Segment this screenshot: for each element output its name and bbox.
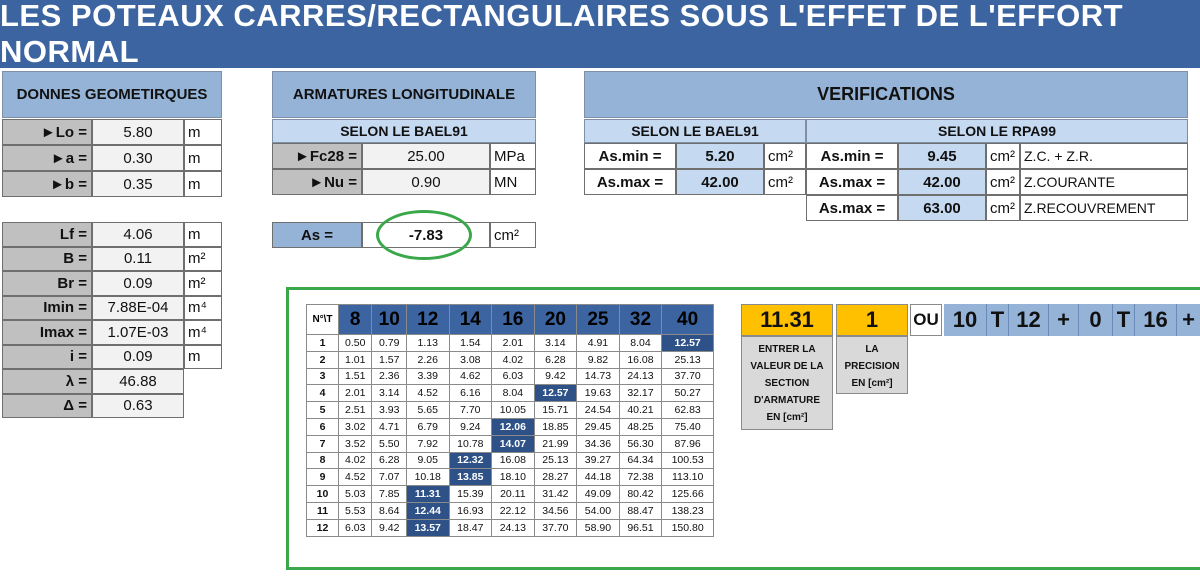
section-cell: 13.85 [449,469,492,486]
verifications-header: VERIFICATIONS [584,71,1188,118]
geo-result-value: 0.63 [92,394,184,419]
diameter-header: 8 [339,305,372,335]
bael-value: 42.00 [676,169,764,195]
plus-sign-2: + [1176,304,1200,336]
section-cell: 24.54 [577,402,620,419]
section-cell: 10.78 [449,435,492,452]
section-cell: 12.57 [662,335,714,352]
table-row [307,486,714,503]
diameter-header: 10 [372,305,407,335]
section-cell: 34.36 [577,435,620,452]
section-cell: 5.50 [372,435,407,452]
section-cell: 40.21 [619,402,662,419]
geo-result-value: 7.88E-04 [92,296,184,321]
section-cell: 18.47 [449,519,492,536]
section-cell: 44.18 [577,469,620,486]
section-cell: 125.66 [662,486,714,503]
section-cell: 14.07 [492,435,535,452]
section-cell: 37.70 [662,368,714,385]
section-cell: 8.04 [619,335,662,352]
bael-sub-header: SELON LE BAEL91 [584,119,806,143]
section-cell: 4.52 [406,385,449,402]
geo-result-value: 0.09 [92,271,184,296]
plus-sign-1: + [1048,304,1078,336]
ou-label: OU [910,304,942,336]
table-row [307,469,714,486]
geo-result-value: 46.88 [92,369,184,394]
diameter-header: 16 [492,305,535,335]
page-title: LES POTEAUX CARRES/RECTANGULAIRES SOUS L'EFFET DE L'EFFORT NORMAL [0,0,1200,68]
section-cell: 12.06 [492,418,535,435]
bar-count-cell: 4 [307,385,339,402]
bar-count-cell: 1 [307,335,339,352]
bar-diameter-2: 16 [1134,304,1176,336]
section-cell: 3.14 [372,385,407,402]
section-cell: 72.38 [619,469,662,486]
table-row [307,368,714,385]
geometry-header: DONNES GEOMETIRQUES [2,71,222,118]
section-cell: 15.39 [449,486,492,503]
geo-result-unit: m⁴ [184,320,222,345]
rpa-zone: Z.COURANTE [1020,169,1188,195]
section-value-input[interactable]: 11.31 [741,304,833,336]
section-cell: 25.13 [534,452,577,469]
section-cell: 3.93 [372,402,407,419]
section-cell: 13.57 [406,519,449,536]
section-cell: 87.96 [662,435,714,452]
rpa-value: 9.45 [898,143,986,169]
section-cell: 6.03 [492,368,535,385]
section-cell: 37.70 [534,519,577,536]
section-cell: 3.39 [406,368,449,385]
section-cell: 96.51 [619,519,662,536]
table-row [307,351,714,368]
geo-result-label: Br = [2,271,92,296]
rpa-unit: cm² [986,195,1020,221]
rpa-label: As.max = [806,195,898,221]
bar-count-cell: 3 [307,368,339,385]
rpa-unit: cm² [986,169,1020,195]
section-cell: 32.17 [619,385,662,402]
section-cell: 6.28 [534,351,577,368]
rpa-label: As.min = [806,143,898,169]
geo-result-value: 4.06 [92,222,184,247]
bar-type-1: T [986,304,1008,336]
bar-count-cell: 2 [307,351,339,368]
geo-input-label: ►a = [2,145,92,171]
bar-count-cell: 12 [307,519,339,536]
section-cell: 58.90 [577,519,620,536]
bar-count-1: 10 [944,304,986,336]
section-cell: 29.45 [577,418,620,435]
section-cell: 7.92 [406,435,449,452]
section-cell: 28.27 [534,469,577,486]
section-cell: 7.70 [449,402,492,419]
section-cell: 80.42 [619,486,662,503]
geo-result-label: i = [2,345,92,370]
geo-result-unit: m [184,345,222,370]
rpa-sub-header: SELON LE RPA99 [806,119,1188,143]
geo-result-unit: m⁴ [184,296,222,321]
section-cell: 0.50 [339,335,372,352]
section-cell: 4.91 [577,335,620,352]
section-cell: 8.04 [492,385,535,402]
section-cell: 5.53 [339,502,372,519]
bar-count-cell: 6 [307,418,339,435]
section-cell: 2.01 [492,335,535,352]
section-cell: 56.30 [619,435,662,452]
as-highlight-ring [376,210,472,260]
section-cell: 9.42 [534,368,577,385]
table-corner-header: N°\T [307,305,339,335]
section-cell: 3.02 [339,418,372,435]
section-cell: 48.25 [619,418,662,435]
section-cell: 4.62 [449,368,492,385]
section-cell: 62.83 [662,402,714,419]
section-cell: 138.23 [662,502,714,519]
table-row [307,335,714,352]
section-cell: 50.27 [662,385,714,402]
as-value[interactable]: -7.83 [362,222,490,248]
bael-label: As.max = [584,169,676,195]
table-row [307,435,714,452]
section-cell: 49.09 [577,486,620,503]
diameter-header: 14 [449,305,492,335]
section-cell: 6.28 [372,452,407,469]
section-cell: 5.03 [339,486,372,503]
as-label: As = [272,222,362,248]
geo-result-label: Imax = [2,320,92,345]
bar-type-2: T [1112,304,1134,336]
section-cell: 4.02 [492,351,535,368]
geo-input-value[interactable]: 0.30 [92,145,184,171]
geo-input-value[interactable]: 5.80 [92,119,184,145]
bar-count-cell: 10 [307,486,339,503]
section-cell: 12.32 [449,452,492,469]
section-cell: 10.05 [492,402,535,419]
section-cell: 18.10 [492,469,535,486]
section-cell: 6.16 [449,385,492,402]
bar-count-cell: 7 [307,435,339,452]
bar-count-2: 0 [1078,304,1112,336]
section-cell: 8.64 [372,502,407,519]
section-cell: 18.85 [534,418,577,435]
section-cell: 3.08 [449,351,492,368]
section-instruction: ENTRER LA VALEUR DE LA SECTION D'ARMATURE EN [cm²] [741,336,833,430]
geo-result-value: 0.11 [92,247,184,272]
section-cell: 22.12 [492,502,535,519]
geo-result-label: λ = [2,369,92,394]
table-row [307,502,714,519]
section-cell: 2.26 [406,351,449,368]
section-cell: 1.54 [449,335,492,352]
section-cell: 10.18 [406,469,449,486]
section-cell: 31.42 [534,486,577,503]
table-row [307,519,714,536]
bar-count-cell: 8 [307,452,339,469]
arm-input-label: ►Fc28 = [272,143,362,169]
section-cell: 7.07 [372,469,407,486]
armatures-header: ARMATURES LONGITUDINALE [272,71,536,118]
diameter-header: 25 [577,305,620,335]
geo-result-label: Imin = [2,296,92,321]
section-cell: 9.24 [449,418,492,435]
table-row [307,418,714,435]
section-cell: 16.08 [619,351,662,368]
rpa-value: 63.00 [898,195,986,221]
diameter-header: 32 [619,305,662,335]
steel-section-table [306,304,714,537]
section-cell: 4.71 [372,418,407,435]
arm-input-value[interactable]: 25.00 [362,143,490,169]
arm-input-unit: MN [490,169,536,195]
armatures-sub-header: SELON LE BAEL91 [272,119,536,143]
section-cell: 88.47 [619,502,662,519]
geo-input-unit: m [184,171,222,197]
geo-result-unit: m [184,222,222,247]
section-cell: 12.57 [534,385,577,402]
bar-count-cell: 5 [307,402,339,419]
section-cell: 34.56 [534,502,577,519]
section-cell: 4.52 [339,469,372,486]
section-cell: 3.14 [534,335,577,352]
geo-result-value: 0.09 [92,345,184,370]
precision-instruction: LA PRECISION EN [cm²] [836,336,908,394]
section-cell: 0.79 [372,335,407,352]
section-cell: 64.34 [619,452,662,469]
bael-unit: cm² [764,143,806,169]
section-cell: 20.11 [492,486,535,503]
geo-input-value[interactable]: 0.35 [92,171,184,197]
as-unit: cm² [490,222,536,248]
bael-label: As.min = [584,143,676,169]
section-cell: 2.01 [339,385,372,402]
bael-unit: cm² [764,169,806,195]
geo-result-value: 1.07E-03 [92,320,184,345]
section-cell: 2.36 [372,368,407,385]
geo-result-label: Lf = [2,222,92,247]
diameter-header: 12 [406,305,449,335]
section-cell: 9.05 [406,452,449,469]
precision-input[interactable]: 1 [836,304,908,336]
diameter-header: 40 [662,305,714,335]
section-cell: 6.03 [339,519,372,536]
section-cell: 3.52 [339,435,372,452]
diameter-header: 20 [534,305,577,335]
bar-count-cell: 9 [307,469,339,486]
geo-result-unit: m² [184,271,222,296]
section-cell: 1.57 [372,351,407,368]
section-cell: 1.01 [339,351,372,368]
bar-diameter-1: 12 [1008,304,1048,336]
section-cell: 5.65 [406,402,449,419]
section-cell: 12.44 [406,502,449,519]
section-cell: 9.82 [577,351,620,368]
section-cell: 75.40 [662,418,714,435]
section-cell: 9.42 [372,519,407,536]
arm-input-unit: MPa [490,143,536,169]
arm-input-value[interactable]: 0.90 [362,169,490,195]
rpa-unit: cm² [986,143,1020,169]
section-cell: 21.99 [534,435,577,452]
bael-value: 5.20 [676,143,764,169]
section-cell: 16.08 [492,452,535,469]
section-cell: 16.93 [449,502,492,519]
section-cell: 150.80 [662,519,714,536]
geo-result-label: Δ = [2,394,92,419]
section-cell: 39.27 [577,452,620,469]
section-cell: 24.13 [619,368,662,385]
geo-result-label: B = [2,247,92,272]
table-row [307,452,714,469]
section-cell: 11.31 [406,486,449,503]
rpa-zone: Z.RECOUVREMENT [1020,195,1188,221]
rpa-label: As.max = [806,169,898,195]
section-cell: 7.85 [372,486,407,503]
geo-input-label: ►b = [2,171,92,197]
arm-input-label: ►Nu = [272,169,362,195]
section-cell: 15.71 [534,402,577,419]
section-cell: 24.13 [492,519,535,536]
rpa-value: 42.00 [898,169,986,195]
geo-result-unit: m² [184,247,222,272]
rpa-zone: Z.C. + Z.R. [1020,143,1188,169]
section-cell: 6.79 [406,418,449,435]
table-row [307,402,714,419]
section-cell: 100.53 [662,452,714,469]
table-row [307,385,714,402]
section-cell: 14.73 [577,368,620,385]
geo-input-unit: m [184,119,222,145]
section-cell: 54.00 [577,502,620,519]
bar-count-cell: 11 [307,502,339,519]
section-cell: 4.02 [339,452,372,469]
section-cell: 1.51 [339,368,372,385]
section-cell: 25.13 [662,351,714,368]
geo-input-unit: m [184,145,222,171]
section-cell: 113.10 [662,469,714,486]
section-cell: 1.13 [406,335,449,352]
section-cell: 19.63 [577,385,620,402]
section-cell: 2.51 [339,402,372,419]
geo-input-label: ►Lo = [2,119,92,145]
